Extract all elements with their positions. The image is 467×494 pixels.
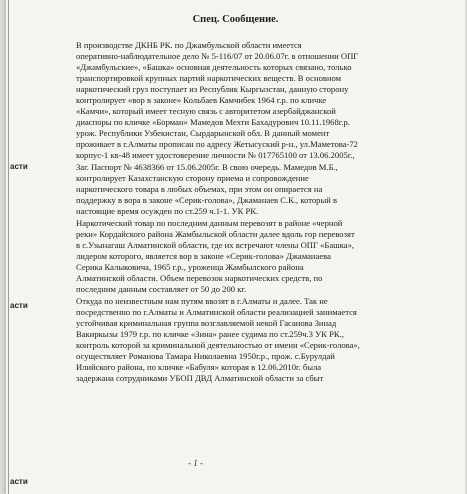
text-line: контролирует Казахстанскую сторону приема и сопровождение	[76, 172, 309, 183]
edge-mark: асти	[10, 162, 28, 171]
text-line: наркотического товара в любых объемах, при этом он опирается на	[76, 183, 323, 194]
text-line: контролирует «вор в законе» Кольбаев Камчибек 1964 г.р. по кличке	[76, 95, 327, 106]
text-line: транспортировкой крупных партий наркотических веществ. В основном	[76, 73, 342, 84]
text-line: урож. Республики Узбекистан, Сырдарынской обл. В данный момент	[76, 128, 330, 139]
text-line: «Джамбульские», «Башка» основная деятельность которых связано, только	[76, 62, 352, 73]
text-line: диаспоры по кличке «Борман» Мамедов Мехти Бахадурович 10.11.1968г.р.	[76, 117, 350, 128]
edge-mark: асти	[10, 477, 28, 486]
text-line: Илийского района, по кличке «Бабуля» которая в 12.06.2010г. была	[76, 362, 322, 373]
page-edge-line	[8, 0, 9, 494]
document-body	[50, 40, 454, 385]
text-line: настоящие время осужден по ст.259 ч.1-1. УК РК.	[76, 205, 259, 216]
text-line: посредственно по г.Алматы и Алматинской области реализацией занимается	[76, 307, 357, 318]
text-line: «Камчи», который имеет тесную связь с авторитетом азербайджанской	[76, 106, 336, 117]
text-line: корпус-1 кв-48 имеет удостоверение личности № 017765100 от 13.06.2005г.,	[76, 150, 355, 161]
text-line: Наркотический товар по последним данным перевозят в районе «черной	[76, 217, 343, 228]
text-line: устойчивая криминальная группа возглавляемой некой Гасанова Зинад	[76, 318, 337, 329]
text-line: Заг. Паспорт № 4638366 от 15.06.2005г. В свою очередь. Мамедов М.Б.,	[76, 161, 338, 172]
page-number: - 1 -	[188, 458, 203, 468]
text-line: наркотический груз поступает из Республик Кыргызстан, данную сторону	[76, 84, 349, 95]
text-line: Вакиркызы 1979 г.р. по кличке «Зина» ранее судима по ст.259ч.3 УК РК.,	[76, 329, 344, 340]
text-line: реки» Кордайского района Жамбыльской области далее вдоль гор перевозят	[76, 228, 355, 239]
document-page	[6, 0, 465, 494]
document-title: Спец. Сообщение.	[192, 14, 279, 25]
text-line: Алматинской области. Объем перевозок наркотических средств, по	[76, 272, 323, 283]
paragraph-1	[50, 40, 454, 217]
text-line: последним данным составляет от 50 до 200 кг.	[76, 284, 247, 295]
text-line: задержана сотрудниками УБОП ДВД Алматинской области за сбыт	[76, 373, 324, 384]
text-line: В производстве ДКНБ РК. по Джамбульской области имеется	[76, 40, 302, 50]
text-line: оперативно-наблюдательное дело № 5-116/07 от 20.06.07г. в отношении ОПГ	[76, 51, 359, 62]
paragraph-3	[50, 296, 454, 384]
text-line: лидером которого, является вор в законе «Серик-голова» Джаманаева	[76, 250, 331, 261]
text-line: в с.Узынагаш Алматинской области, где их встречают члены ОПГ «Башка»,	[76, 239, 355, 250]
text-line: поддержку в вора в законе «Серик-голова», Джаманаев С.К., который в	[76, 194, 338, 205]
text-line: Серика Калыковича, 1965 г.р., уроженца Жамбылского района	[76, 261, 304, 272]
text-line: контроль которой за криминальной деятельностью от имени «Серик-голова»,	[76, 340, 360, 351]
text-line: Откуда по неизвестным нам путям ввозят в г.Алматы и далее. Так не	[76, 296, 328, 307]
paragraph-2	[50, 218, 454, 295]
text-line: проживает в г.Алматы прописан по адресу Жетысуский р-н., ул.Маметова-72	[76, 139, 358, 150]
edge-mark: асти	[10, 301, 28, 310]
text-line: осуществляет Романова Тамара Николаевна 1950г.р., прож. с.Бурулдай	[76, 351, 335, 362]
